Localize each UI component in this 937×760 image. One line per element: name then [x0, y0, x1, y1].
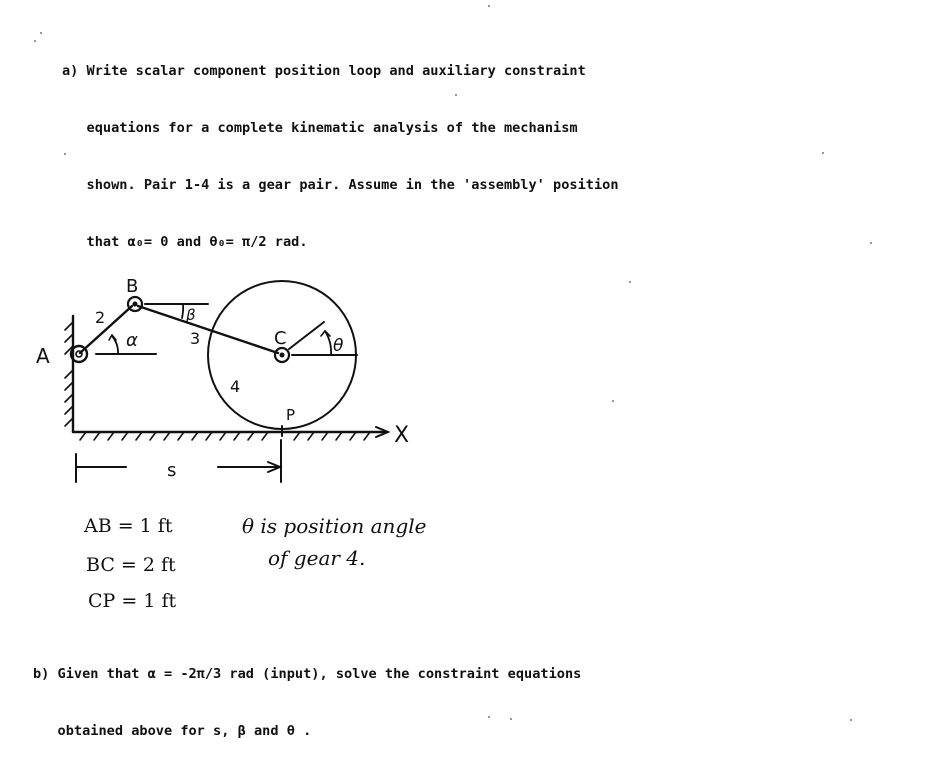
label-alpha: α	[126, 330, 138, 351]
label-link-4: 4	[230, 377, 241, 396]
part-a-line-2: equations for a complete kinematic analysis of the mechanism	[62, 120, 578, 136]
part-b-line-2: obtained above for s, β and θ .	[33, 723, 312, 739]
dimension-bc: BC = 2 ft	[86, 554, 176, 576]
scan-speck	[488, 716, 490, 718]
label-link-2: 2	[95, 308, 106, 327]
ground-hatching	[80, 432, 370, 440]
label-s: s	[167, 460, 177, 481]
part-a-line-4: that α₀= 0 and θ₀= π/2 rad.	[62, 234, 308, 250]
scan-speck	[488, 5, 490, 7]
scan-speck	[850, 719, 852, 721]
scan-speck	[64, 153, 66, 155]
scan-speck	[34, 40, 36, 42]
dimension-cp: CP = 1 ft	[88, 590, 177, 612]
label-b: B	[126, 276, 139, 297]
link-2	[80, 306, 132, 353]
label-link-3: 3	[190, 329, 201, 348]
label-p: P	[286, 406, 296, 424]
theta-note-line-2: of gear 4.	[268, 546, 366, 570]
part-b-line-1: b) Given that α = -2π/3 rad (input), solve the constraint equations	[33, 666, 582, 682]
label-beta: β	[186, 306, 196, 324]
label-c: C	[274, 328, 287, 349]
scan-speck	[822, 152, 824, 154]
scan-speck	[455, 94, 457, 96]
theta-note-line-1: θ is position angle	[242, 514, 427, 538]
part-b-text	[33, 627, 581, 760]
label-x: X	[394, 423, 410, 448]
scan-speck	[510, 718, 512, 720]
scan-speck	[612, 400, 614, 402]
dimension-ab: AB = 1 ft	[84, 515, 173, 537]
scan-speck	[629, 281, 631, 283]
part-a-line-3: shown. Pair 1-4 is a gear pair. Assume in the 'assembly' position	[62, 177, 619, 193]
theta-radius-line	[289, 322, 324, 349]
label-theta: θ	[333, 336, 344, 356]
beta-arc	[182, 304, 183, 318]
scan-speck	[870, 242, 872, 244]
label-a: A	[36, 344, 50, 368]
part-a-line-1: a) Write scalar component position loop and auxiliary constraint	[62, 63, 586, 79]
scan-speck	[40, 32, 42, 34]
